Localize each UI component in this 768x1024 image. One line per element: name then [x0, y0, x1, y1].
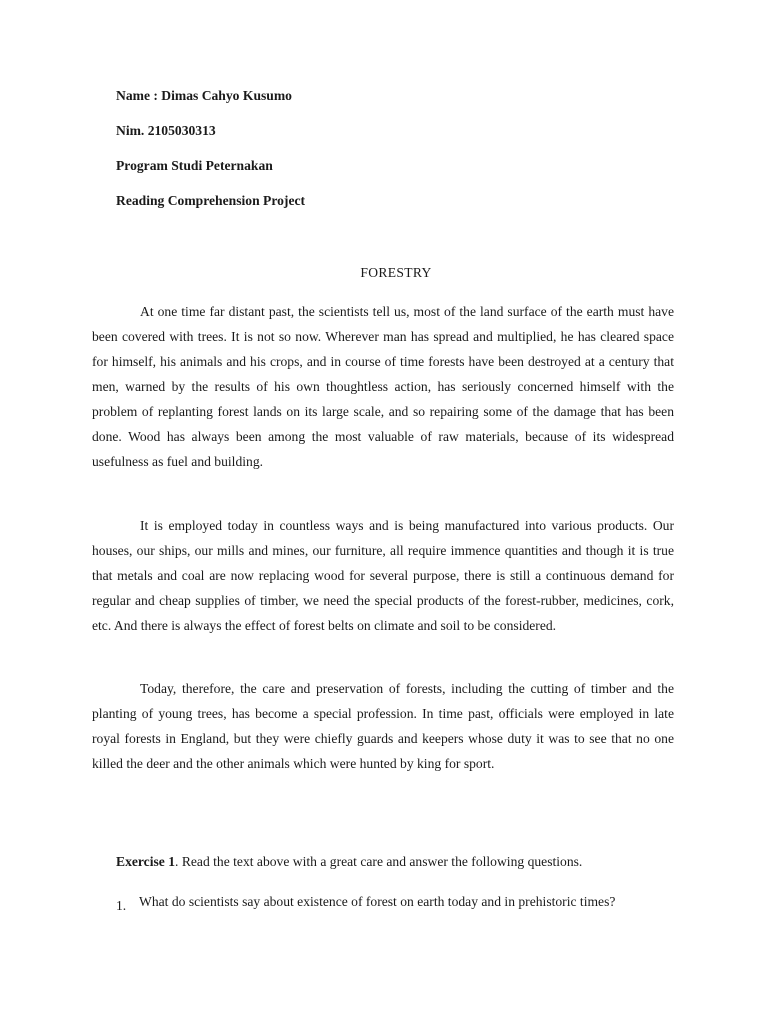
project-title: Reading Comprehension Project [116, 193, 306, 208]
question-text: What do scientists say about existence of forest on earth today and in prehistoric times? [139, 894, 616, 909]
study-program: Program Studi Peternakan [116, 158, 273, 173]
exercise-heading [116, 853, 582, 871]
student-nim: Nim. 2105030313 [116, 123, 216, 138]
paragraph-3: Today, therefore, the care and preservation of forests, including the cutting of timber and the planting of young trees, has become a special profession. In time past, officials were employed in late royal forests in England, but they were chiefly guards and keepers whose duty it was to see that no one killed the deer and the other animals which were hunted by king for sport. [92, 681, 674, 771]
paragraph-2: It is employed today in countless ways and is being manufactured into various products. Our houses, our ships, our mills and mines, our furniture, all require immence quantities and though it is true that metals and coal are now replacing wood for several purpose, there is still a continuous demand for regular and cheap supplies of timber, we need the special products of the forest-rubber, medicines, cork, etc. And there is always the effect of forest belts on climate and soil to be considered. [92, 518, 674, 633]
document-title: FORESTRY [360, 265, 432, 280]
question-number: 1. [116, 898, 127, 913]
paragraph-1: At one time far distant past, the scientists tell us, most of the land surface of the earth must have been covered with trees. It is not so now. Wherever man has spread and multiplied, he has cleared space for himself, his animals and his crops, and in course of time forests have been destroyed at a century that men, warned by the results of his own thoughtless action, has seriously concerned himself with the problem of replanting forest lands on its large scale, and so repairing some of the damage that has been done. Wood has always been among the most valuable of raw materials, because of its widespread usefulness as fuel and building. [92, 304, 674, 469]
student-name: Name : Dimas Cahyo Kusumo [116, 88, 292, 103]
exercise-instruction: . Read the text above with a great care and answer the following questions. [175, 854, 583, 869]
exercise-label: Exercise 1 [116, 854, 176, 869]
